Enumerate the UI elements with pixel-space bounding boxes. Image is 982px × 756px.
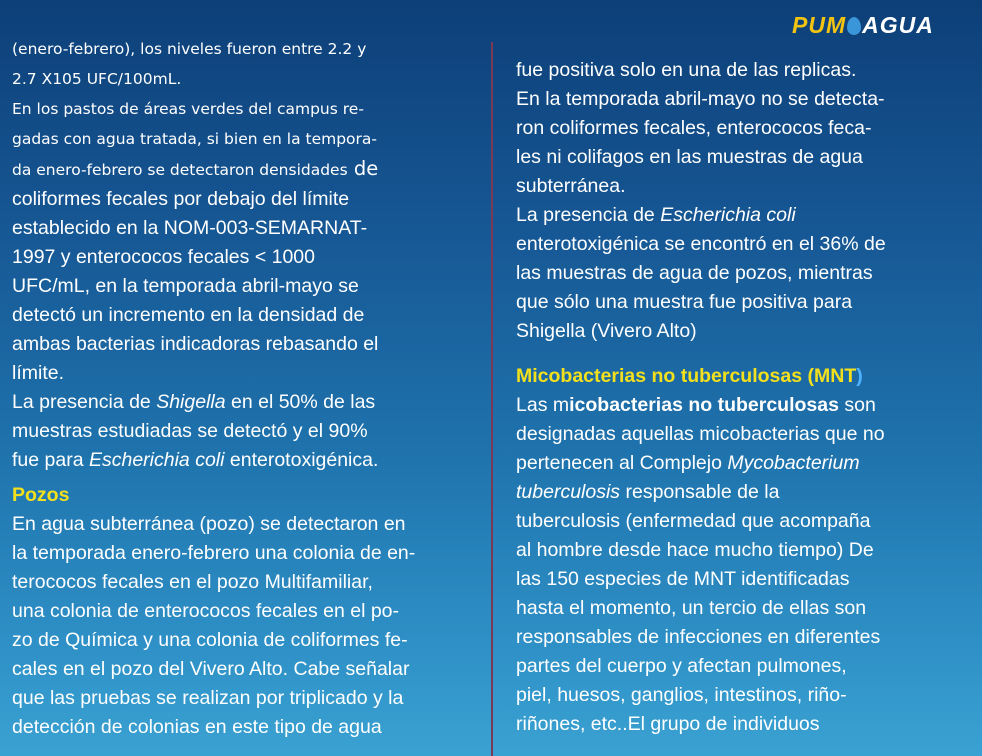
text-line: las muestras de agua de pozos, mientras — [516, 262, 873, 284]
text-line: las 150 especies de MNT identificadas — [516, 568, 850, 590]
text-line: hasta el momento, un tercio de ellas son — [516, 597, 867, 619]
text-line: zo de Química y una colonia de coliformes fe- — [12, 629, 408, 651]
text-line — [516, 449, 970, 478]
text-span-italic: Escherichia coli — [88, 449, 225, 471]
right-column — [516, 56, 970, 739]
text-line: detectó un incremento en la densidad de — [12, 304, 365, 326]
text-line — [12, 388, 490, 417]
text-line: coliformes fecales por debajo del límite — [12, 188, 350, 210]
text-span: en el 50% de las — [225, 391, 376, 413]
text-span: responsable de la — [620, 481, 780, 503]
column-divider — [491, 42, 493, 756]
text-line: 2.7 X105 UFC/100mL. — [12, 70, 182, 88]
text-span: Las m — [516, 394, 570, 416]
text-span: La presencia de — [516, 204, 661, 226]
text-span-bold: icobacterias no tuberculosas — [569, 394, 839, 416]
text-line: enterotoxigénica se encontró en el 36% de — [516, 233, 886, 255]
text-line — [12, 154, 490, 185]
text-span-italic: Shigella — [156, 391, 226, 413]
text-span: La presencia de — [12, 391, 157, 413]
text-line: responsables de infecciones en diferentes — [516, 626, 881, 648]
text-span-italic: tuberculosis — [516, 481, 621, 503]
heading-text: Micobacterias no tuberculosas (MNT — [516, 365, 857, 387]
heading-paren: ) — [856, 365, 863, 387]
text-line: tuberculosis (enfermedad que acompaña — [516, 510, 871, 532]
text-line: ron coliformes fecales, enterococos feca- — [516, 117, 872, 139]
text-span-italic: Escherichia coli — [660, 204, 796, 226]
text-line: subterránea. — [516, 175, 626, 197]
pumagua-logo — [792, 12, 934, 39]
text-line — [516, 201, 970, 230]
text-line: Shigella (Vivero Alto) — [516, 320, 697, 342]
text-line: riñones, etc..El grupo de individuos — [516, 713, 820, 735]
text-span-italic: Mycobacterium — [727, 452, 860, 474]
left-column — [12, 34, 490, 742]
text-line — [12, 446, 490, 475]
section-heading-pozos: Pozos — [12, 484, 70, 506]
text-line: muestras estudiadas se detectó y el 90% — [12, 420, 368, 442]
text-line: detección de colonias en este tipo de agua — [12, 716, 382, 738]
logo-text-agua: AGUA — [862, 12, 934, 38]
text-line: En los pastos de áreas verdes del campus re- — [12, 100, 364, 118]
text-line: (enero-febrero), los niveles fueron entre 2.2 y — [12, 40, 367, 58]
text-line: gadas con agua tratada, si bien en la tempora- — [12, 130, 377, 148]
text-span: de — [347, 157, 379, 180]
water-drop-icon — [847, 17, 861, 35]
text-line: límite. — [12, 362, 65, 384]
text-line: designadas aquellas micobacterias que no — [516, 423, 885, 445]
text-line: les ni colifagos en las muestras de agua — [516, 146, 863, 168]
text-line: En la temporada abril-mayo no se detecta- — [516, 88, 885, 110]
text-line: UFC/mL, en la temporada abril-mayo se — [12, 275, 359, 297]
text-span: fue para — [12, 449, 89, 471]
text-line: terococos fecales en el pozo Multifamiliar, — [12, 571, 373, 593]
text-line: al hombre desde hace mucho tiempo) De — [516, 539, 874, 561]
text-line: piel, huesos, ganglios, intestinos, riño- — [516, 684, 847, 706]
text-line: fue positiva solo en una de las replicas. — [516, 59, 857, 81]
text-line: que sólo una muestra fue positiva para — [516, 291, 853, 313]
section-heading-mnt — [516, 362, 970, 391]
text-line: que las pruebas se realizan por triplicado y la — [12, 687, 404, 709]
text-line: una colonia de enterococos fecales en el po- — [12, 600, 400, 622]
logo-text-pum: PUM — [792, 12, 847, 38]
text-line: ambas bacterias indicadoras rebasando el — [12, 333, 379, 355]
text-line: En agua subterránea (pozo) se detectaron en — [12, 513, 406, 535]
text-line: 1997 y enterococos fecales < 1000 — [12, 246, 316, 268]
text-span: enterotoxigénica. — [224, 449, 379, 471]
text-line — [516, 478, 970, 507]
text-span: da enero-febrero se detectaron densidades — [12, 161, 348, 179]
text-span: son — [838, 394, 876, 416]
text-span: pertenecen al Complejo — [516, 452, 728, 474]
text-line: partes del cuerpo y afectan pulmones, — [516, 655, 847, 677]
text-line — [516, 391, 970, 420]
text-line: cales en el pozo del Vivero Alto. Cabe señalar — [12, 658, 410, 680]
text-line: la temporada enero-febrero una colonia de en- — [12, 542, 416, 564]
text-line: establecido en la NOM-003-SEMARNAT- — [12, 217, 368, 239]
